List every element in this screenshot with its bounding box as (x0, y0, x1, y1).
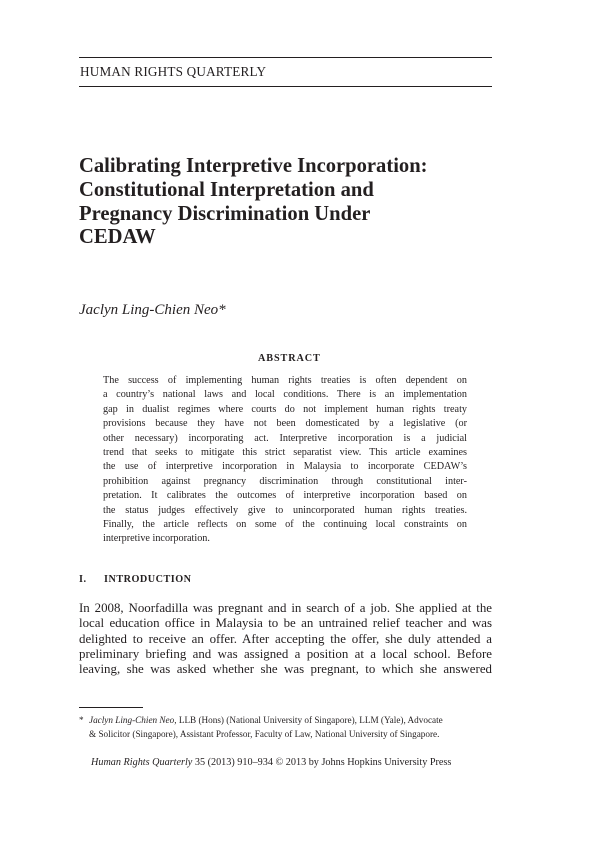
header-bottom-rule (79, 86, 492, 87)
citation-journal: Human Rights Quarterly (91, 757, 193, 768)
footnote-rule (79, 707, 143, 708)
body-line: preliminary briefing and was assigned a position at a local school. Before (79, 646, 492, 661)
abstract-line: interpretive incorporation. (103, 533, 210, 545)
article-title (79, 155, 499, 250)
section-title: INTRODUCTION (104, 574, 192, 585)
footnote-author: Jaclyn Ling-Chien Neo, (89, 715, 177, 725)
body-line: In 2008, Noorfadilla was pregnant and in search of a job. She applied at the (79, 601, 492, 615)
footnote (79, 713, 492, 741)
abstract-line: gap in dualist regimes where courts do not implement human rights treaty (103, 403, 467, 415)
abstract-line: Finally, the article reflects on some of the continuing local constraints on (103, 518, 467, 530)
abstract-line: prohibition against pregnancy discrimination through constitutional inter- (103, 475, 467, 487)
title-line: Calibrating Interpretive Incorporation: (79, 155, 428, 177)
journal-header: HUMAN RIGHTS QUARTERLY (80, 64, 267, 79)
abstract-body (103, 374, 467, 547)
abstract-line: a country’s national laws and local conditions. There is an implementation (103, 389, 467, 401)
abstract-heading: ABSTRACT (258, 353, 321, 364)
author-name: Jaclyn Ling-Chien Neo* (79, 302, 226, 318)
abstract-line: other necessary) incorporating act. Interpretive incorporation is a judicial (103, 432, 467, 444)
body-paragraph (79, 601, 492, 677)
footnote-credentials: LLB (Hons) (National University of Singapore), LLM (Yale), Advocate (176, 715, 443, 725)
body-line: leaving, she was asked whether she was pregnant, to which she answered (79, 662, 492, 677)
abstract-line: the status judges effectively give to unincorporated human rights treaties. (103, 504, 467, 516)
section-number: I. (79, 574, 87, 585)
title-line: CEDAW (79, 226, 156, 249)
section-heading (79, 574, 192, 585)
abstract-line: pretation. It calibrates the outcomes of interpretive incorporation based on (103, 490, 467, 502)
header-top-rule (79, 57, 492, 58)
title-line: Constitutional Interpretation and (79, 178, 374, 201)
citation-details: 35 (2013) 910–934 © 2013 by Johns Hopkins University Press (192, 757, 452, 768)
abstract-line: provisions because they have not been domesticated by a legislative (or (103, 418, 467, 430)
footnote-line: & Solicitor (Singapore), Assistant Professor, Faculty of Law, National University of Singapore. (89, 729, 440, 740)
footnote-mark: * (79, 715, 84, 725)
body-line: local education office in Malaysia to be an untrained relief teacher and was (79, 616, 492, 631)
body-line: delighted to receive an offer. After accepting the offer, she duly attended a (79, 631, 492, 646)
footnote-line (79, 713, 492, 727)
abstract-line: The success of implementing human rights treaties is often dependent on (103, 375, 467, 386)
journal-citation (91, 757, 451, 768)
abstract-line: the use of interpretive incorporation in Malaysia to incorporate CEDAW’s (103, 461, 467, 473)
title-line: Pregnancy Discrimination Under (79, 202, 371, 225)
abstract-line: trend that seeks to mitigate this strict separatist view. This article examines (103, 446, 467, 458)
